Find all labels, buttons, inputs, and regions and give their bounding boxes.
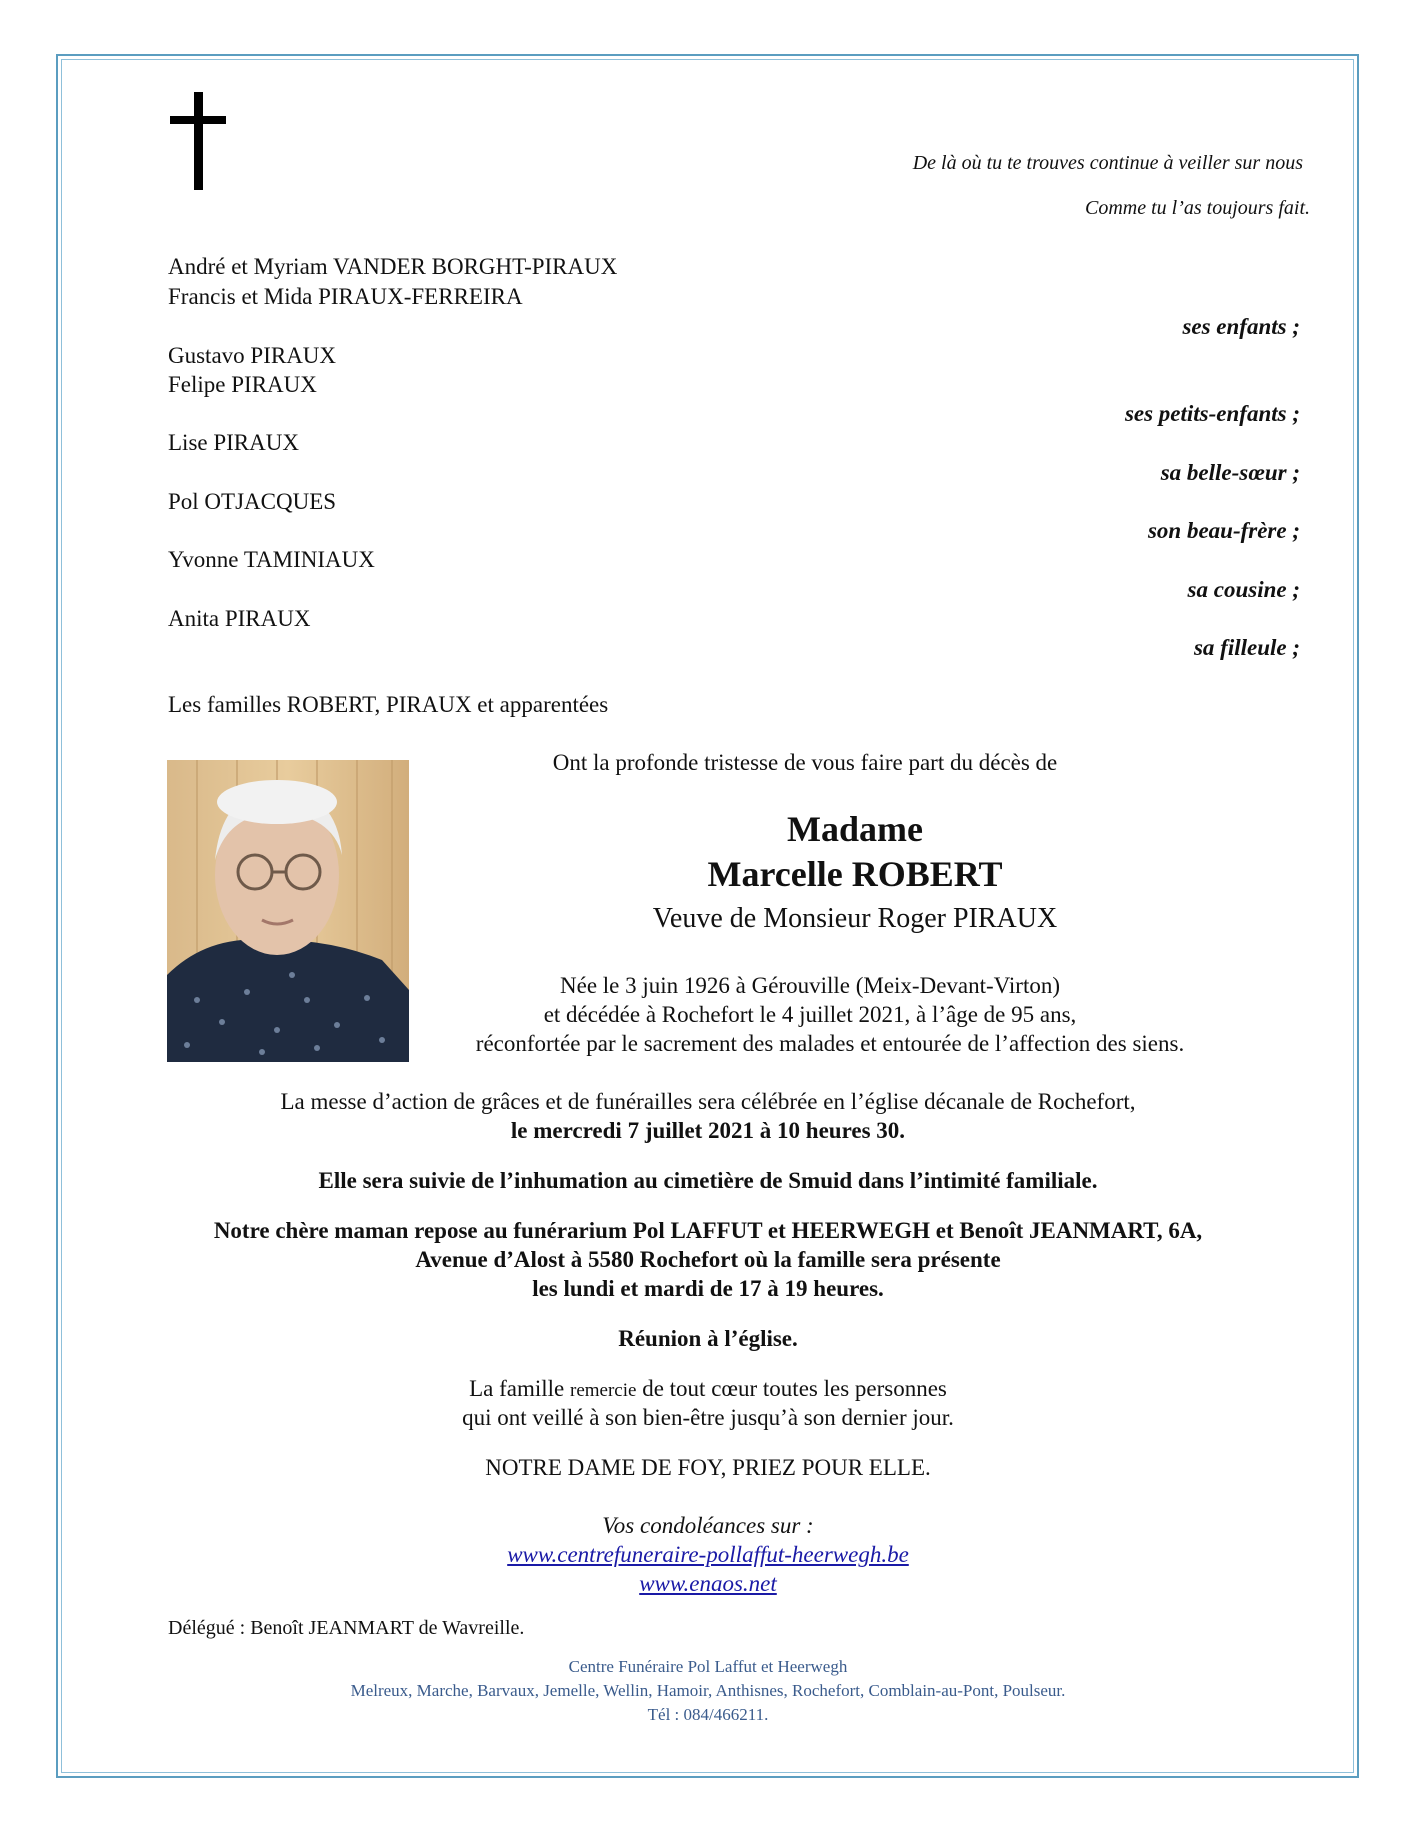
mass-date: le mercredi 7 juillet 2021 à 10 heures 30. <box>510 1118 906 1143</box>
rest-line-1: Notre chère maman repose au funérarium Pol LAFFUT et HEERWEGH et Benoît JEANMART, 6A, <box>213 1218 1203 1243</box>
meeting-line: Réunion à l’église. <box>618 1326 798 1351</box>
thanks-line-1 <box>150 1376 1266 1402</box>
deceased-name: Marcelle ROBERT <box>707 854 1003 894</box>
thanks-line-2: qui ont veillé à son bien-être jusqu’à son dernier jour. <box>462 1405 954 1430</box>
quote-line-2: Comme tu l’as toujours fait. <box>1084 197 1310 219</box>
grandchild-1: Gustavo PIRAUX <box>168 343 337 368</box>
sister-in-law-name: Lise PIRAUX <box>168 430 299 455</box>
announcement-intro: Ont la profonde tristesse de vous faire part du décès de <box>552 750 1058 775</box>
cousin-name: Yvonne TAMINIAUX <box>168 547 375 572</box>
condolences-link-2[interactable]: www.enaos.net <box>639 1571 777 1596</box>
footer-line-3: Tél : 084/466211. <box>647 1705 769 1724</box>
grandchild-2: Felipe PIRAUX <box>168 372 317 397</box>
goddaughter-name: Anita PIRAUX <box>168 606 311 631</box>
cousin-relation: sa cousine ; <box>1187 577 1300 602</box>
condolences-label: Vos condoléances sur : <box>602 1513 814 1538</box>
condolences-link-1[interactable]: www.centrefuneraire-pollaffut-heerwegh.be <box>507 1542 909 1567</box>
portrait-photo <box>167 760 409 1062</box>
child-2: Francis et Mida PIRAUX-FERREIRA <box>168 284 523 309</box>
death-line: et décédée à Rochefort le 4 juillet 2021, à l’âge de 95 ans, <box>543 1002 1077 1027</box>
thanks-part-c: de tout cœur toutes les personnes <box>636 1376 947 1401</box>
comfort-line: réconfortée par le sacrement des malades et entourée de l’affection des siens. <box>475 1031 1185 1056</box>
grandchildren-relation: ses petits-enfants ; <box>1124 401 1300 426</box>
goddaughter-relation: sa filleule ; <box>1193 635 1300 660</box>
footer-line-2: Melreux, Marche, Barvaux, Jemelle, Wellin, Hamoir, Anthisnes, Rochefort, Comblain-au-Pont, Poulseur. <box>350 1681 1066 1700</box>
quote-line-1: De là où tu te trouves continue à veiller sur nous <box>912 152 1303 174</box>
child-1: André et Myriam VANDER BORGHT-PIRAUX <box>168 254 618 279</box>
thanks-part-a: La famille <box>469 1376 570 1401</box>
cross-icon <box>170 92 226 190</box>
mass-line: La messe d’action de grâces et de funérailles sera célébrée en l’église décanale de Rochefort, <box>280 1089 1136 1114</box>
rest-line-3: les lundi et mardi de 17 à 19 heures. <box>532 1276 884 1301</box>
brother-in-law-relation: son beau-frère ; <box>1147 518 1300 543</box>
footer-line-1: Centre Funéraire Pol Laffut et Heerwegh <box>568 1657 848 1676</box>
birth-line: Née le 3 juin 1926 à Gérouville (Meix-Devant-Virton) <box>560 973 1060 998</box>
thanks-part-b: remercie <box>570 1380 637 1401</box>
brother-in-law-name: Pol OTJACQUES <box>168 489 337 514</box>
rest-line-2: Avenue d’Alost à 5580 Rochefort où la famille sera présente <box>415 1247 1001 1272</box>
children-relation: ses enfants ; <box>1182 314 1300 339</box>
widow-of: Veuve de Monsieur Roger PIRAUX <box>652 903 1058 934</box>
families-line: Les familles ROBERT, PIRAUX et apparentées <box>168 692 609 717</box>
delegate-line: Délégué : Benoît JEANMART de Wavreille. <box>168 1617 525 1639</box>
burial-line: Elle sera suivie de l’inhumation au cimetière de Smuid dans l’intimité familiale. <box>318 1168 1098 1193</box>
prayer-line: NOTRE DAME DE FOY, PRIEZ POUR ELLE. <box>485 1455 931 1480</box>
deceased-title: Madame <box>787 809 923 849</box>
sister-in-law-relation: sa belle-sœur ; <box>1160 460 1300 485</box>
